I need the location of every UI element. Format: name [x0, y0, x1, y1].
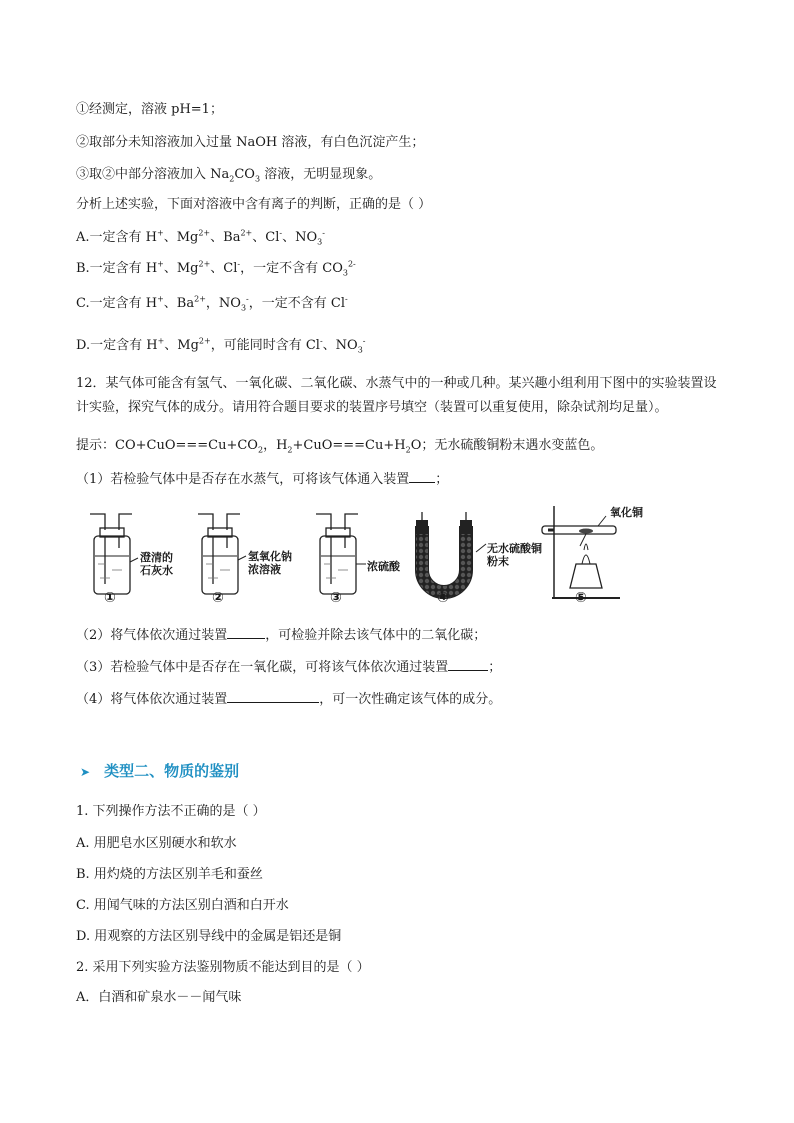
t2-q1-stem: 1. 下列操作方法不正确的是（ ） [76, 804, 266, 819]
answer-blank-3[interactable] [448, 656, 488, 671]
q12-hint: 提示：$CO+CuO===Cu+CO_2$，$H_2+CuO===Cu+H_2O$；无水硫酸铜粉末遇水变蓝色。 [76, 438, 604, 455]
answer-blank-1[interactable] [409, 468, 435, 483]
q12-sub3: （3）若检验气体中是否存在一氧化碳，可将该气体依次通过装置 ； [76, 656, 501, 677]
u-tube-4 [416, 512, 486, 592]
q11-prompt: 分析上述实验，下面对溶液中含有离子的判断，正确的是（ ） [76, 197, 432, 212]
answer-blank-2[interactable] [227, 624, 265, 639]
q12-stem: 12．某气体可能含有氢气、一氧化碳、二氧化碳、水蒸气中的一种或几种。某兴趣小组利用下图中的实验装置设计实验，探究气体的成分。请用符合题目要求的装置序号填空（装置可以重复使用，除杂试剂均足量）。 [76, 376, 717, 415]
heated-tube-5 [542, 506, 620, 598]
q11-option-a: A.一定含有 H+、$Mg^{2+}$、$Ba^{2+}$、Cl-、$NO_3^-$ [76, 228, 325, 247]
apparatus-2-number: ② [212, 590, 224, 606]
apparatus-5-number: ⑤ [575, 590, 587, 606]
t2-q1-option-a: A. 用肥皂水区别硬水和软水 [76, 836, 237, 851]
gas-washing-bottle-1 [90, 514, 138, 594]
q12-sub1: （1）若检验气体中是否存在水蒸气，可将该气体通入装置 ； [76, 468, 448, 489]
apparatus-4-label: 无水硫酸铜 粉末 [487, 542, 542, 568]
gas-washing-bottle-2 [198, 514, 246, 594]
q11-option-c: C.一定含有 H+、$Ba^{2+}$，$NO_3^-$，一定不含有 Cl- [76, 294, 348, 313]
apparatus-4-number: ④ [437, 590, 449, 606]
apparatus-1-number: ① [104, 590, 116, 606]
q12-sub4: （4）将气体依次通过装置 ，可一次性确定该气体的成分。 [76, 688, 501, 709]
section-heading: ➤ 类型二、物质的鉴别 [80, 762, 240, 780]
apparatus-2-label: 氢氧化钠 浓溶液 [248, 550, 292, 576]
apparatus-3-number: ③ [330, 590, 342, 606]
t2-q2-stem: 2. 采用下列实验方法鉴别物质不能达到目的是（ ） [76, 960, 370, 975]
apparatus-5-label: 氧化铜 [610, 506, 643, 519]
q12-sub2: （2）将气体依次通过装置 ，可检验并除去该气体中的二氧化碳； [76, 624, 486, 645]
t2-q2-option-a: A．白酒和矿泉水－－闻气味 [76, 990, 242, 1005]
gas-washing-bottle-3 [316, 514, 366, 594]
q11-option-d: D.一定含有 H+、$Mg^{2+}$，可能同时含有 Cl-、$NO_3^-$ [76, 336, 366, 355]
q11-step1: ①经测定，溶液 pH=1； [76, 102, 223, 117]
t2-q1-option-c: C. 用闻气味的方法区别白酒和白开水 [76, 898, 289, 913]
apparatus-1-label: 澄清的 石灰水 [140, 551, 173, 577]
q11-option-b: B.一定含有 H+、$Mg^{2+}$、Cl-，一定不含有 $CO_3^{2-}$ [76, 259, 356, 278]
answer-blank-4[interactable] [227, 688, 319, 703]
t2-q1-option-b: B. 用灼烧的方法区别羊毛和蚕丝 [76, 867, 263, 882]
q11-step3: ③取②中部分溶液加入 $Na_2CO_3$ 溶液，无明显现象。 [76, 167, 382, 184]
t2-q1-option-d: D. 用观察的方法区别导线中的金属是铝还是铜 [76, 929, 342, 944]
q11-step2: ②取部分未知溶液加入过量 NaOH 溶液，有白色沉淀产生； [76, 135, 425, 150]
chevron-right-icon: ➤ [80, 765, 91, 779]
apparatus-3-label: 浓硫酸 [367, 560, 400, 573]
